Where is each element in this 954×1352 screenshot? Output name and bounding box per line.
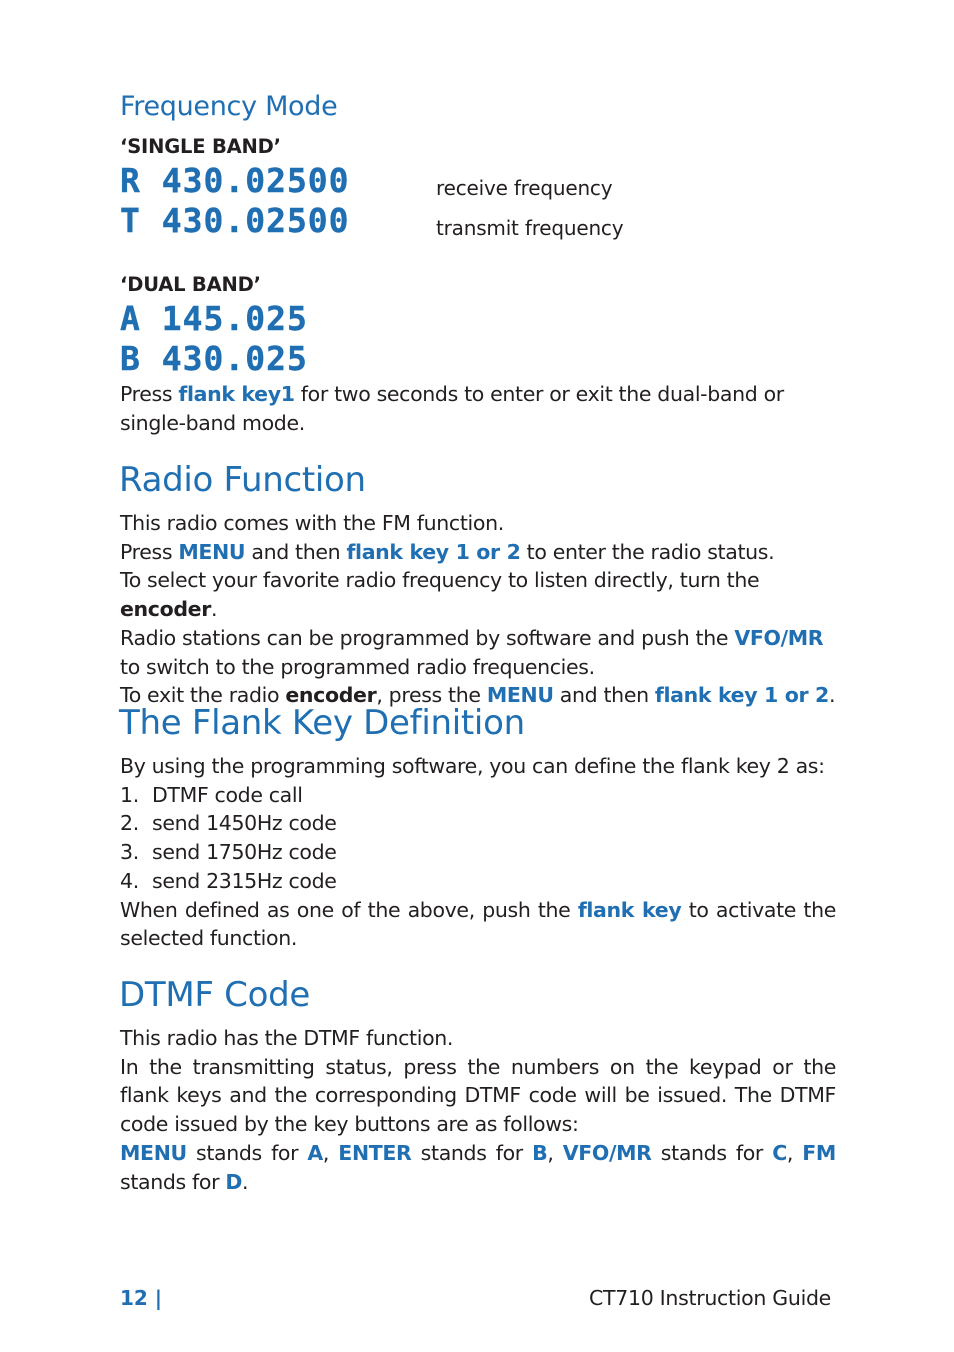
transmit-frequency-note: transmit frequency (436, 216, 624, 240)
list-number: 3. (120, 840, 139, 865)
flank-key-after (120, 896, 836, 953)
text-run: . (828, 683, 836, 708)
single-band-label: ‘SINGLE BAND’ (120, 135, 281, 158)
list-item (120, 781, 836, 810)
frequency-mode-heading: Frequency Mode (120, 91, 338, 122)
encoder-term: encoder (120, 597, 211, 622)
text-run: To exit the radio (120, 683, 286, 708)
flank-key-term: flank key 1 or 2 (346, 539, 521, 564)
radio-line-2 (120, 538, 836, 567)
list-item (120, 867, 836, 896)
text-run: to enter the radio status. (520, 539, 775, 564)
list-text: send 1450Hz code (152, 811, 337, 836)
dtmf-c: C (772, 1140, 787, 1165)
menu-term: MENU (486, 683, 554, 708)
text-run: stands for (651, 1140, 773, 1165)
flank-key-heading: The Flank Key Definition (119, 703, 525, 743)
lcd-dual-b: B 430.025 (120, 339, 308, 378)
radio-line-1: This radio comes with the FM function. (120, 511, 504, 535)
text-run: To select your favorite radio frequency to listen directly, turn the (120, 568, 760, 593)
menu-term: MENU (178, 539, 246, 564)
text-run: . (210, 597, 218, 622)
text-run: . (242, 1169, 249, 1194)
footer-title: CT710 Instruction Guide (588, 1286, 831, 1310)
list-number: 4. (120, 868, 139, 893)
menu-term: MENU (120, 1140, 187, 1165)
text-run: stands for (186, 1140, 308, 1165)
flank-key-intro: By using the programming software, you can define the flank key 2 as: (120, 754, 825, 778)
dtmf-d: D (225, 1169, 243, 1194)
flank-key-options-list (120, 781, 836, 896)
list-item (120, 809, 836, 838)
text-run: Press (120, 382, 179, 406)
text-run: to activate the selected function. (120, 897, 836, 951)
vfo-mr-term: VFO/MR (734, 625, 824, 650)
text-run: Radio stations can be programmed by software and push the (120, 625, 735, 650)
list-text: send 1750Hz code (152, 840, 337, 865)
text-run: stands for (411, 1140, 533, 1165)
text-run: stands for (120, 1169, 226, 1194)
text-run: , press the (376, 683, 487, 708)
text-run: for two seconds to enter or exit the dual-band or single-band mode. (120, 382, 784, 435)
lcd-dual-a: A 145.025 (120, 299, 308, 338)
dtmf-b: B (532, 1140, 548, 1165)
text-run: to switch to the programmed radio frequencies. (120, 654, 595, 679)
lcd-single-receive: R 430.02500 (120, 161, 350, 200)
fm-term: FM (802, 1140, 836, 1165)
text-run: , (786, 1140, 803, 1165)
text-run: , (547, 1140, 563, 1165)
list-text: DTMF code call (152, 782, 303, 807)
dual-band-instruction (120, 380, 836, 437)
list-number: 1. (120, 782, 139, 807)
radio-line-4 (120, 624, 836, 681)
dtmf-key-mapping (120, 1139, 836, 1196)
vfo-mr-term: VFO/MR (562, 1140, 652, 1165)
text-run: When defined as one of the above, push the (120, 897, 578, 922)
dtmf-line-1: This radio has the DTMF function. (120, 1026, 454, 1050)
list-item (120, 838, 836, 867)
flank-key-term: flank key 1 or 2 (654, 683, 829, 708)
receive-frequency-note: receive frequency (436, 176, 613, 200)
radio-function-heading: Radio Function (119, 460, 366, 500)
encoder-term: encoder (285, 683, 377, 708)
flank-key-term: flank key (577, 897, 682, 922)
list-text: send 2315Hz code (152, 868, 337, 893)
dual-band-label: ‘DUAL BAND’ (120, 273, 261, 296)
dtmf-a: A (307, 1140, 323, 1165)
radio-function-body (120, 509, 836, 710)
flank-key1-term: flank key1 (178, 382, 295, 406)
page-number: 12 | (120, 1286, 163, 1310)
list-number: 2. (120, 811, 139, 836)
radio-line-3 (120, 566, 836, 623)
flank-key-body (120, 752, 836, 953)
text-run: and then (553, 683, 655, 708)
dtmf-heading: DTMF Code (119, 975, 310, 1015)
enter-term: ENTER (338, 1140, 412, 1165)
dtmf-body (120, 1024, 836, 1196)
lcd-single-transmit: T 430.02500 (120, 201, 350, 240)
text-run: and then (245, 539, 347, 564)
text-run: , (322, 1140, 339, 1165)
dtmf-paragraph: In the transmitting status, press the numbers on the keypad or the flank keys and the corresponding DTMF code will be issued. The DTMF code issued by the key buttons are as follows: (120, 1054, 836, 1137)
text-run: Press (120, 539, 179, 564)
